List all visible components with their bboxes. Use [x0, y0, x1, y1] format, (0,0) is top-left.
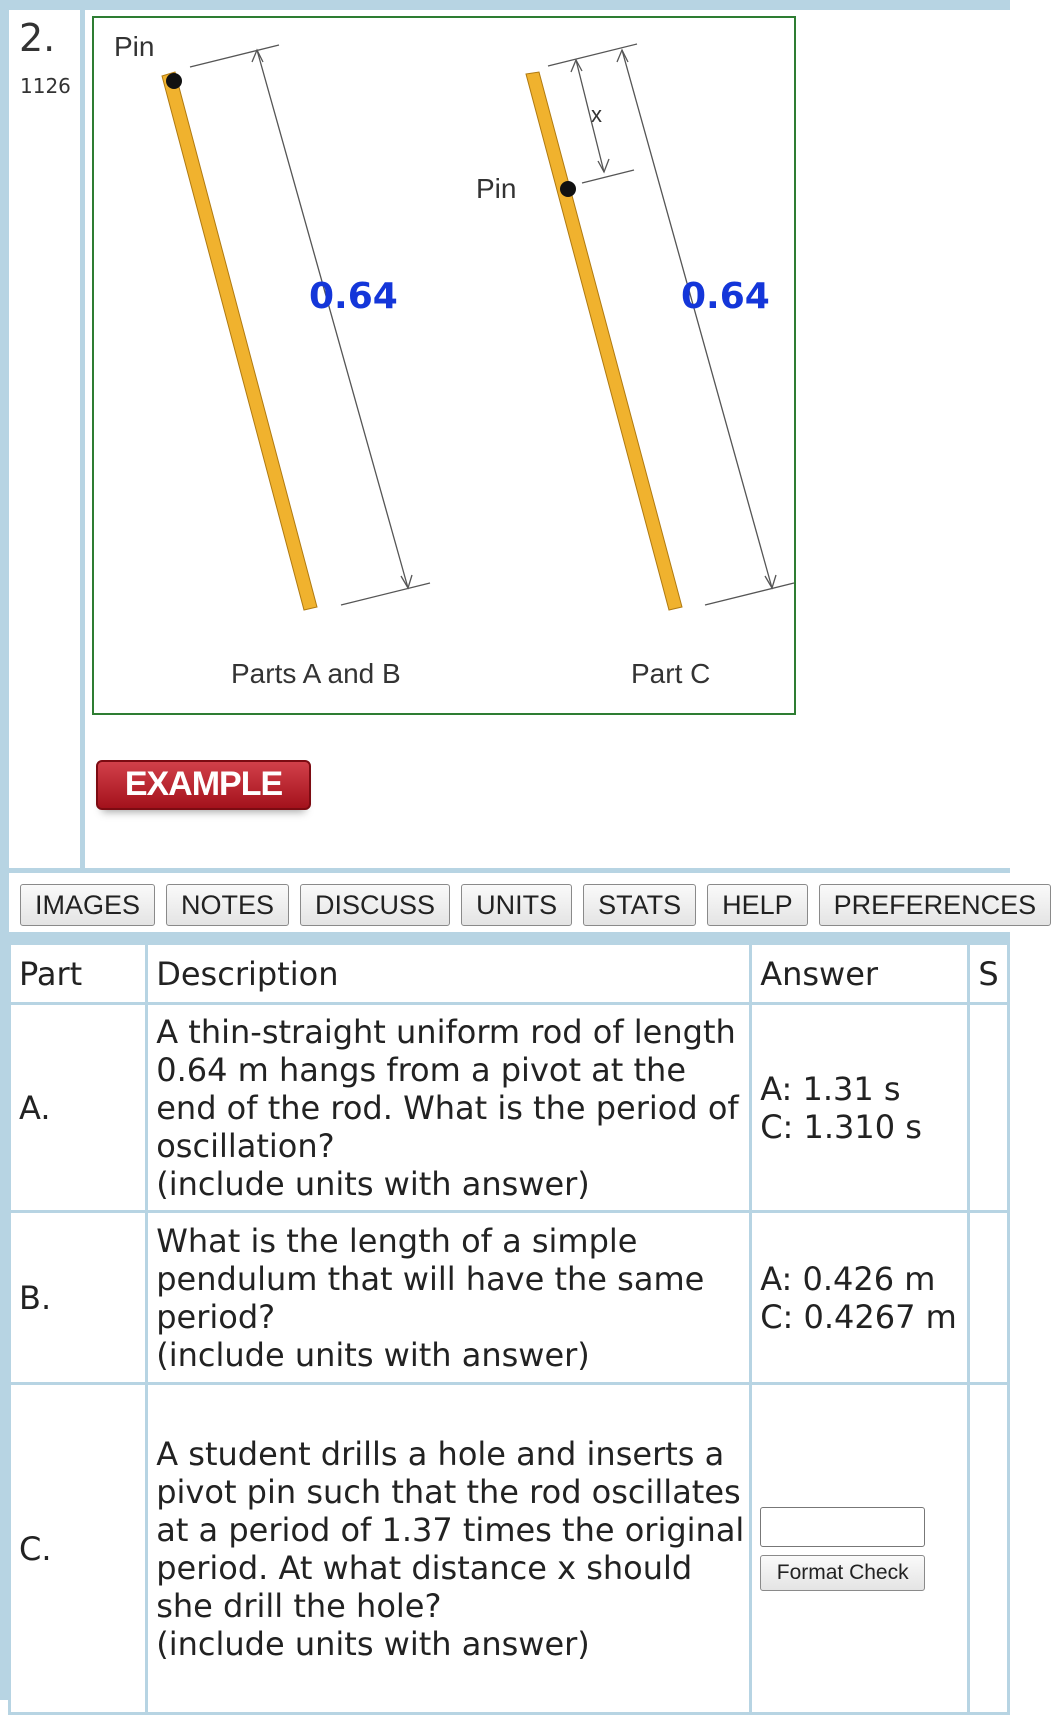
question-number: 2. [19, 16, 56, 60]
description-text-b: What is the length of a simple pendulum that will have the same period? [156, 1221, 705, 1336]
rod-diagram [92, 16, 796, 715]
preferences-button[interactable]: PREFERENCES [819, 884, 1051, 926]
images-button[interactable]: IMAGES [20, 884, 155, 926]
help-button[interactable]: HELP [707, 884, 808, 926]
header-description: Description [147, 944, 751, 1004]
pin-label-a: Pin [114, 31, 155, 62]
pin-a-dot [166, 73, 182, 89]
dim-a-ext-top [190, 45, 279, 67]
pin-c-dot [560, 181, 576, 197]
rod-a-group [162, 45, 430, 610]
caption-part-c: Part C [631, 658, 711, 689]
rod-diagram-svg [94, 18, 794, 713]
rod-c [526, 72, 682, 610]
frame-top [0, 0, 1010, 10]
question-id: 1126 [20, 74, 71, 98]
answer-c [751, 1384, 969, 1714]
caption-parts-a-b: Parts A and B [231, 658, 401, 689]
description-text-c: A student drills a hole and inserts a pivot pin such that the rod oscillates at a period of 1.37 times the original period. At what distance x should she drill the hole? [156, 1434, 745, 1625]
units-note-b: (include units with answer) [156, 1335, 590, 1374]
rod-c-group [526, 44, 794, 610]
answer-b [751, 1212, 969, 1384]
status-c [969, 1384, 1009, 1714]
part-label-a: A. [10, 1004, 147, 1212]
length-label-a: 0.64 [309, 276, 398, 317]
dim-x-arrow-top [571, 60, 582, 72]
format-check-button[interactable]: Format Check [760, 1555, 925, 1591]
rod-a [162, 72, 317, 610]
notes-button[interactable]: NOTES [166, 884, 289, 926]
example-button[interactable]: EXAMPLE [96, 760, 311, 810]
dim-c-ext-bottom [705, 583, 794, 605]
units-button[interactable]: UNITS [461, 884, 572, 926]
part-label-c: C. [10, 1384, 147, 1714]
table-header-row [10, 944, 1009, 1004]
table-row [10, 1212, 1009, 1384]
answer-a-attempt-2: C: 1.310 s [760, 1107, 922, 1146]
table-row [10, 1004, 1009, 1212]
table-row [10, 1384, 1009, 1714]
question-toolbar [20, 884, 1051, 926]
header-status: S [969, 944, 1009, 1004]
description-c [147, 1384, 751, 1714]
answer-b-attempt-2: C: 0.4267 m [760, 1297, 957, 1336]
units-note-c: (include units with answer) [156, 1624, 590, 1663]
dim-x-arrow-bottom [598, 159, 609, 172]
header-answer: Answer [751, 944, 969, 1004]
part-label-b: B. [10, 1212, 147, 1384]
frame-mid-divider [8, 868, 1010, 873]
parts-table [8, 942, 1010, 1715]
frame-toolbar-divider [8, 932, 1010, 942]
frame-column-divider [80, 8, 85, 873]
dim-a-ext-bottom [341, 583, 430, 605]
description-a [147, 1004, 751, 1212]
status-b [969, 1212, 1009, 1384]
answer-a [751, 1004, 969, 1212]
stats-button[interactable]: STATS [583, 884, 696, 926]
x-label: x [591, 102, 602, 127]
answer-c-input[interactable] [760, 1507, 925, 1547]
dim-c-arrow-top [617, 50, 628, 62]
status-a [969, 1004, 1009, 1212]
answer-a-attempt-1: A: 1.31 s [760, 1069, 901, 1108]
dim-x-ext-bottom [582, 170, 634, 183]
description-text-a: A thin-straight uniform rod of length 0.64 m hangs from a pivot at the end of the rod. What is the period of oscillation? [156, 1012, 739, 1165]
length-label-c: 0.64 [681, 276, 770, 317]
pin-label-c: Pin [476, 173, 517, 204]
units-note-a: (include units with answer) [156, 1164, 590, 1203]
answer-b-attempt-1: A: 0.426 m [760, 1259, 936, 1298]
description-b [147, 1212, 751, 1384]
header-part: Part [10, 944, 147, 1004]
discuss-button[interactable]: DISCUSS [300, 884, 450, 926]
